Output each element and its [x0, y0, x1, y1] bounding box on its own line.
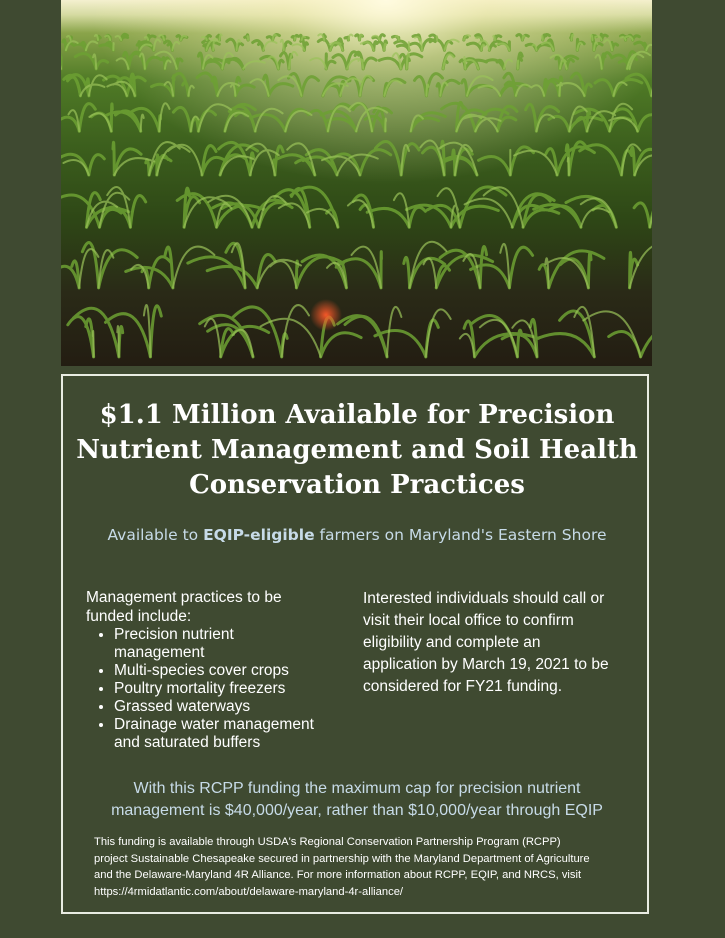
corn-leaf: [113, 142, 114, 175]
contact-text: Interested individuals should call or visit their local office to confirm eligibility and complete an application by March 19, 2021 to be considered for FY21 funding.: [363, 590, 609, 695]
corn-leaf: [247, 36, 248, 40]
corn-leaf: [111, 104, 112, 131]
practices-column: [86, 588, 346, 752]
title-line: Nutrient Management and Soil Health: [76, 435, 638, 465]
corn-field-photo: [61, 0, 652, 366]
practices-list: [86, 626, 346, 752]
eligibility-subtitle: [63, 526, 651, 544]
title-line: Conservation Practices: [189, 470, 525, 500]
page-title: [63, 398, 651, 503]
funding-footnote: This funding is available through USDA's Regional Conservation Partnership Program (RCPP) project Sustainable Chesapeake secured in partnership with the Maryland Department of Agriculture and the Delaware-Maryland 4R Alliance. For more information about RCPP, EQIP, and NRCS, visit https://4rmidatlantic.com/about/delaware-maryland-4r-alliance/: [94, 836, 590, 898]
corn-leaf: [93, 331, 94, 357]
funding-cap-highlight: With this RCPP funding the maximum cap for precision nutrient management is $40,000/year, rather than $10,000/year through EQIP: [111, 780, 603, 819]
subtitle-emphasis: EQIP-eligible: [203, 526, 315, 544]
list-item: • Multi-species cover crops: [114, 662, 346, 680]
corn-leaf: [385, 119, 386, 132]
list-item: • Precision nutrient management: [114, 626, 346, 662]
info-link[interactable]: https://4rmidatlantic.com/about/delaware-maryland-4r-alliance/: [94, 885, 404, 898]
corn-leaf: [542, 36, 543, 40]
practices-intro: Management practices to be funded include:: [86, 589, 282, 625]
list-item: • Grassed waterways: [114, 698, 346, 716]
list-item: • Poultry mortality freezers: [114, 680, 346, 698]
corn-leaf: [295, 37, 296, 40]
info-panel: [61, 374, 649, 914]
subtitle-suffix: farmers on Maryland's Eastern Shore: [314, 526, 607, 544]
title-line: $1.1 Million Available for Precision: [99, 400, 615, 430]
subtitle-prefix: Available to: [107, 526, 204, 544]
corn-field-icon: [61, 0, 652, 366]
contact-column: [363, 588, 633, 698]
list-item: • Drainage water management and saturated buffers: [114, 716, 346, 752]
